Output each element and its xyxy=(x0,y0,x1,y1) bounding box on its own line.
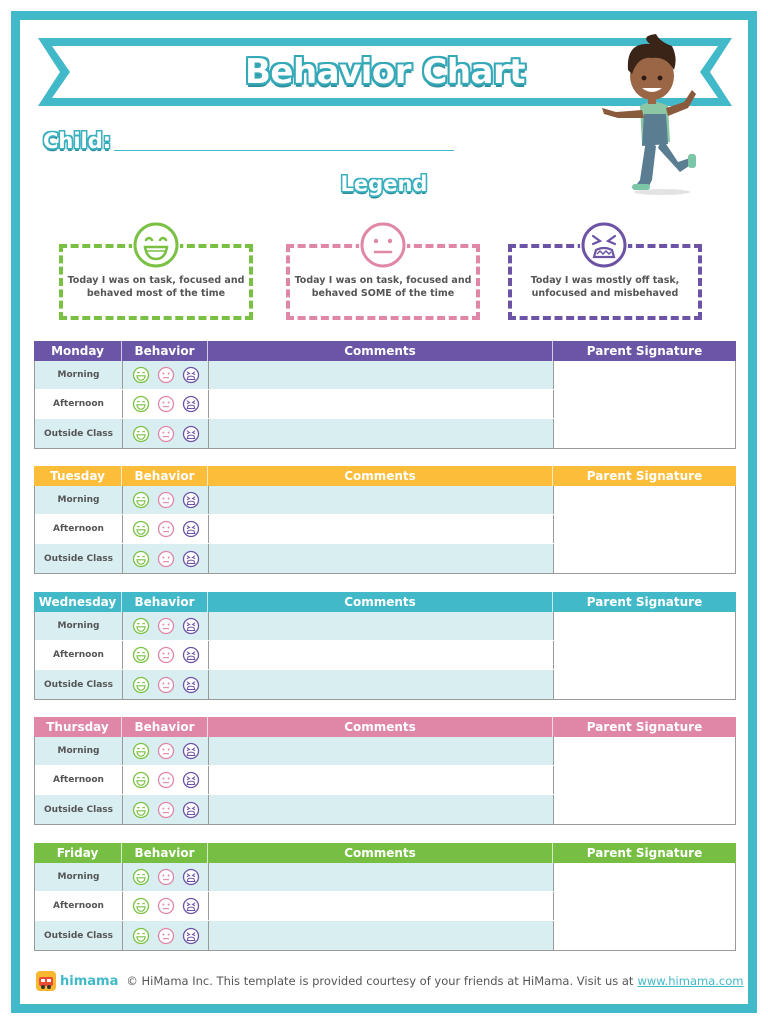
himama-logo-text: himama xyxy=(60,973,119,989)
period-label: Morning xyxy=(35,863,123,891)
period-label: Morning xyxy=(35,737,123,765)
day-table-monday xyxy=(34,341,736,449)
neutral-face-icon[interactable] xyxy=(157,366,175,384)
table-row xyxy=(35,544,554,573)
comments-header: Comments xyxy=(208,466,553,486)
signature-header: Parent Signature xyxy=(586,595,703,609)
day-table-friday xyxy=(34,843,736,951)
behavior-faces xyxy=(123,863,209,891)
day-header xyxy=(34,717,736,737)
upset-face-icon[interactable] xyxy=(182,491,200,509)
period-label: Morning xyxy=(35,612,123,640)
upset-face-icon[interactable] xyxy=(182,742,200,760)
child-label: Child: xyxy=(43,129,112,153)
comments-header: Comments xyxy=(208,843,553,863)
table-row xyxy=(35,486,554,515)
comment-cell[interactable] xyxy=(209,361,554,389)
period-label: Afternoon xyxy=(35,515,123,543)
table-row xyxy=(35,515,554,544)
signature-header: Parent Signature xyxy=(586,469,703,483)
behavior-faces xyxy=(123,670,209,699)
comment-cell[interactable] xyxy=(209,641,554,669)
table-row xyxy=(35,766,554,795)
behavior-header: Behavior xyxy=(122,843,208,863)
footer-link[interactable]: www.himama.com xyxy=(637,974,744,988)
day-name: Monday xyxy=(34,341,122,361)
table-row xyxy=(35,641,554,670)
day-header xyxy=(34,466,736,486)
happy-face-icon[interactable] xyxy=(132,395,150,413)
upset-face-icon[interactable] xyxy=(182,520,200,538)
day-name: Wednesday xyxy=(34,592,122,612)
behavior-faces xyxy=(123,361,209,389)
period-label: Outside Class xyxy=(35,795,123,824)
upset-face-icon[interactable] xyxy=(182,395,200,413)
comment-cell[interactable] xyxy=(209,612,554,640)
neutral-face-icon xyxy=(359,221,407,269)
table-row xyxy=(35,921,554,950)
neutral-face-icon[interactable] xyxy=(157,646,175,664)
neutral-face-icon[interactable] xyxy=(157,897,175,915)
neutral-face-icon[interactable] xyxy=(157,771,175,789)
comment-cell[interactable] xyxy=(209,863,554,891)
period-label: Morning xyxy=(35,486,123,514)
period-label: Afternoon xyxy=(35,390,123,418)
table-row xyxy=(35,419,554,448)
neutral-face-icon[interactable] xyxy=(157,550,175,568)
signature-header: Parent Signature xyxy=(586,846,703,860)
happy-face-icon[interactable] xyxy=(132,801,150,819)
happy-face-icon xyxy=(132,221,180,269)
upset-face-icon[interactable] xyxy=(182,927,200,945)
signature-header: Parent Signature xyxy=(586,720,703,734)
upset-face-icon[interactable] xyxy=(182,771,200,789)
day-header xyxy=(34,341,736,361)
upset-face-icon[interactable] xyxy=(182,550,200,568)
neutral-face-icon[interactable] xyxy=(157,676,175,694)
comments-header: Comments xyxy=(208,717,553,737)
legend-text-good: Today I was on task, focused and behaved most of the time xyxy=(67,275,245,299)
neutral-face-icon[interactable] xyxy=(157,868,175,886)
behavior-faces xyxy=(123,892,209,920)
happy-face-icon[interactable] xyxy=(132,868,150,886)
period-label: Afternoon xyxy=(35,641,123,669)
table-row xyxy=(35,390,554,419)
neutral-face-icon[interactable] xyxy=(157,617,175,635)
behavior-header: Behavior xyxy=(122,592,208,612)
legend-text-bad: Today I was mostly off task, unfocused and misbehaved xyxy=(530,275,680,299)
upset-face-icon[interactable] xyxy=(182,425,200,443)
day-name: Thursday xyxy=(34,717,122,737)
behavior-faces xyxy=(123,390,209,418)
day-table-thursday xyxy=(34,717,736,825)
parent-signature-cell[interactable] xyxy=(554,612,735,699)
upset-face-icon xyxy=(580,221,628,269)
period-label: Outside Class xyxy=(35,419,123,448)
happy-face-icon[interactable] xyxy=(132,520,150,538)
table-row xyxy=(35,612,554,641)
period-label: Outside Class xyxy=(35,670,123,699)
comment-cell[interactable] xyxy=(209,544,554,573)
upset-face-icon[interactable] xyxy=(182,646,200,664)
upset-face-icon[interactable] xyxy=(182,897,200,915)
table-row xyxy=(35,892,554,921)
table-row xyxy=(35,863,554,892)
table-row xyxy=(35,795,554,824)
happy-face-icon[interactable] xyxy=(132,742,150,760)
behavior-faces xyxy=(123,737,209,765)
neutral-face-icon[interactable] xyxy=(157,927,175,945)
upset-face-icon[interactable] xyxy=(182,676,200,694)
behavior-faces xyxy=(123,795,209,824)
comment-cell[interactable] xyxy=(209,486,554,514)
behavior-faces xyxy=(123,419,209,448)
behavior-header: Behavior xyxy=(122,717,208,737)
happy-face-icon[interactable] xyxy=(132,425,150,443)
period-label: Afternoon xyxy=(35,892,123,920)
day-header xyxy=(34,592,736,612)
day-body xyxy=(34,361,736,449)
day-header xyxy=(34,843,736,863)
table-row xyxy=(35,670,554,699)
behavior-header: Behavior xyxy=(122,341,208,361)
neutral-face-icon[interactable] xyxy=(157,425,175,443)
parent-signature-cell[interactable] xyxy=(554,486,735,573)
happy-face-icon[interactable] xyxy=(132,927,150,945)
happy-face-icon[interactable] xyxy=(132,771,150,789)
behavior-faces xyxy=(123,515,209,543)
comment-cell[interactable] xyxy=(209,419,554,448)
neutral-face-icon[interactable] xyxy=(157,742,175,760)
upset-face-icon[interactable] xyxy=(182,801,200,819)
period-label: Morning xyxy=(35,361,123,389)
behavior-faces xyxy=(123,544,209,573)
behavior-faces xyxy=(123,921,209,950)
legend-text-some: Today I was on task, focused and behaved SOME of the time xyxy=(294,275,472,299)
comment-cell[interactable] xyxy=(209,515,554,543)
neutral-face-icon[interactable] xyxy=(157,491,175,509)
day-body xyxy=(34,612,736,700)
comment-cell[interactable] xyxy=(209,921,554,950)
upset-face-icon[interactable] xyxy=(182,868,200,886)
comment-cell[interactable] xyxy=(209,892,554,920)
neutral-face-icon[interactable] xyxy=(157,520,175,538)
table-row xyxy=(35,737,554,766)
child-name-field[interactable] xyxy=(114,150,454,151)
behavior-faces xyxy=(123,766,209,794)
happy-face-icon[interactable] xyxy=(132,646,150,664)
happy-face-icon[interactable] xyxy=(132,897,150,915)
period-label: Outside Class xyxy=(35,921,123,950)
happy-face-icon[interactable] xyxy=(132,617,150,635)
comment-cell[interactable] xyxy=(209,670,554,699)
comment-cell[interactable] xyxy=(209,737,554,765)
footer-text: © HiMama Inc. This template is provided courtesy of your friends at HiMama. Visit us at xyxy=(126,974,634,988)
day-table-tuesday xyxy=(34,466,736,574)
upset-face-icon[interactable] xyxy=(182,366,200,384)
happy-face-icon[interactable] xyxy=(132,676,150,694)
day-table-wednesday xyxy=(34,592,736,700)
behavior-header: Behavior xyxy=(122,466,208,486)
signature-header: Parent Signature xyxy=(586,344,703,358)
neutral-face-icon[interactable] xyxy=(157,395,175,413)
day-name: Friday xyxy=(34,843,122,863)
comments-header: Comments xyxy=(208,341,553,361)
parent-signature-cell[interactable] xyxy=(554,737,735,824)
himama-logo-icon xyxy=(36,971,56,991)
day-body xyxy=(34,486,736,574)
comment-cell[interactable] xyxy=(209,390,554,418)
parent-signature-cell[interactable] xyxy=(554,863,735,950)
neutral-face-icon[interactable] xyxy=(157,801,175,819)
table-row xyxy=(35,361,554,390)
happy-face-icon[interactable] xyxy=(132,491,150,509)
day-body xyxy=(34,863,736,951)
comment-cell[interactable] xyxy=(209,795,554,824)
comment-cell[interactable] xyxy=(209,766,554,794)
page-title: Behavior Chart xyxy=(244,52,526,92)
period-label: Outside Class xyxy=(35,544,123,573)
comments-header: Comments xyxy=(208,592,553,612)
behavior-faces xyxy=(123,486,209,514)
period-label: Afternoon xyxy=(35,766,123,794)
footer xyxy=(36,970,743,992)
day-body xyxy=(34,737,736,825)
behavior-faces xyxy=(123,641,209,669)
parent-signature-cell[interactable] xyxy=(554,361,735,448)
legend-title: Legend xyxy=(340,172,428,196)
happy-face-icon[interactable] xyxy=(132,550,150,568)
day-name: Tuesday xyxy=(34,466,122,486)
upset-face-icon[interactable] xyxy=(182,617,200,635)
happy-face-icon[interactable] xyxy=(132,366,150,384)
behavior-faces xyxy=(123,612,209,640)
